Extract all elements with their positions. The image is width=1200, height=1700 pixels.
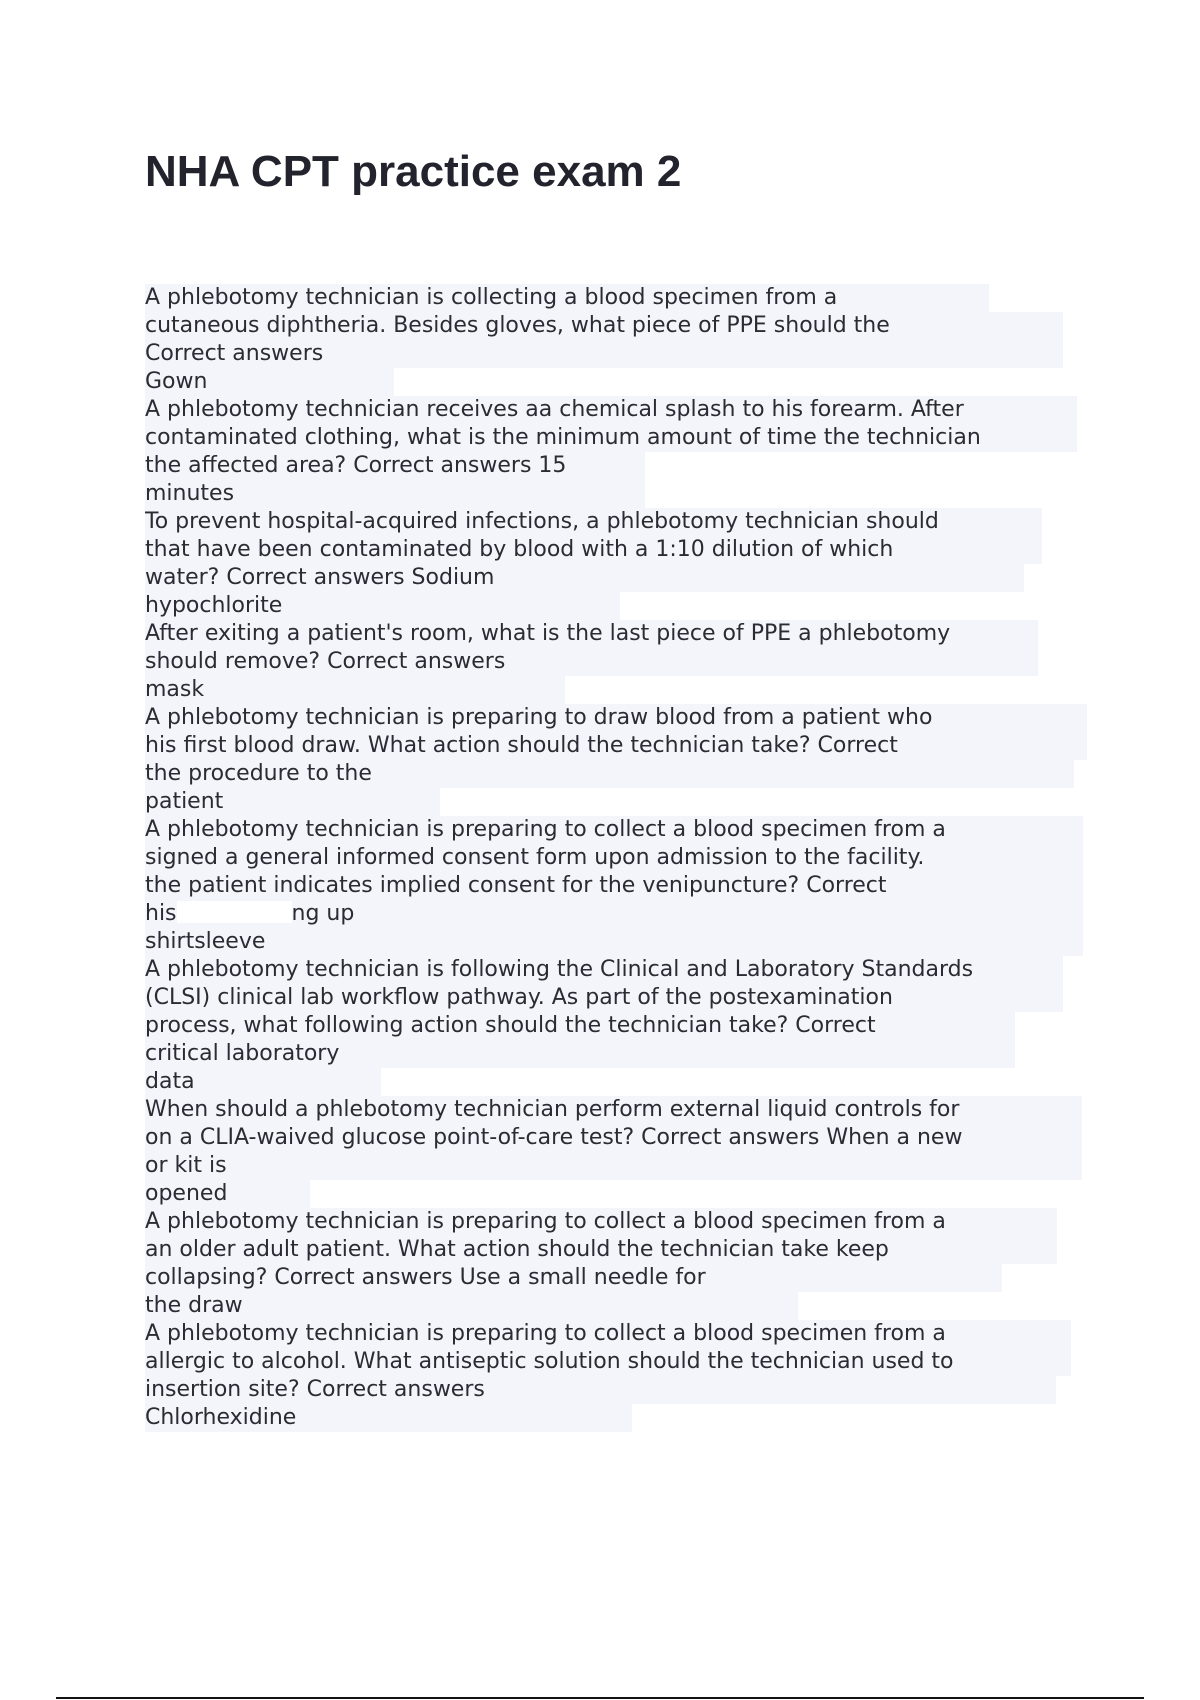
text-line: the affected area? Correct answers 15 (145, 452, 645, 480)
text-line: signed a general informed consent form upon admission to the facility. (145, 844, 1083, 872)
exam-text-body (145, 284, 1145, 1432)
text-line: an older adult patient. What action should the technician take keep (145, 1236, 1057, 1264)
text-line-with-gap (145, 900, 1083, 928)
text-line: A phlebotomy technician is preparing to collect a blood specimen from a (145, 1208, 1057, 1236)
text-line: the procedure to the (145, 760, 1074, 788)
text-line: shirtsleeve (145, 928, 1083, 956)
text-line: To prevent hospital-acquired infections, a phlebotomy technician should (145, 508, 1042, 536)
text-line: patient (145, 788, 440, 816)
text-line: minutes (145, 480, 645, 508)
text-line: A phlebotomy technician is preparing to draw blood from a patient who (145, 704, 1087, 732)
text-line: allergic to alcohol. What antiseptic solution should the technician used to (145, 1348, 1071, 1376)
text-line: opened (145, 1180, 310, 1208)
text-line: or kit is (145, 1152, 1082, 1180)
page-title: NHA CPT practice exam 2 (145, 147, 682, 196)
text-line: collapsing? Correct answers Use a small needle for (145, 1264, 1002, 1292)
text-line: the patient indicates implied consent for the venipuncture? Correct (145, 872, 1083, 900)
text-line: Chlorhexidine (145, 1404, 632, 1432)
text-line: water? Correct answers Sodium (145, 564, 1024, 592)
text-line: A phlebotomy technician is following the Clinical and Laboratory Standards (145, 956, 1063, 984)
text-line: critical laboratory (145, 1040, 1015, 1068)
text-line: contaminated clothing, what is the minimum amount of time the technician (145, 424, 1077, 452)
text-line: hypochlorite (145, 592, 620, 620)
text-line: A phlebotomy technician receives aa chemical splash to his forearm. After (145, 396, 1077, 424)
text-line: his first blood draw. What action should the technician take? Correct (145, 732, 1087, 760)
text-line: that have been contaminated by blood with a 1:10 dilution of which (145, 536, 1042, 564)
redacted-gap (177, 901, 292, 923)
text-line: should remove? Correct answers (145, 648, 1038, 676)
text-line: data (145, 1068, 381, 1096)
text-line: A phlebotomy technician is preparing to collect a blood specimen from a (145, 816, 1083, 844)
text-fragment: his (145, 901, 177, 926)
text-line: cutaneous diphtheria. Besides gloves, what piece of PPE should the (145, 312, 1063, 340)
text-fragment: ng up (291, 901, 355, 926)
text-line: mask (145, 676, 565, 704)
text-line: the draw (145, 1292, 798, 1320)
text-line: When should a phlebotomy technician perform external liquid controls for (145, 1096, 1082, 1124)
text-line: process, what following action should the technician take? Correct (145, 1012, 1015, 1040)
text-line: Correct answers (145, 340, 1063, 368)
text-line: insertion site? Correct answers (145, 1376, 1056, 1404)
text-line: After exiting a patient's room, what is the last piece of PPE a phlebotomy (145, 620, 1038, 648)
text-line: A phlebotomy technician is collecting a blood specimen from a (145, 284, 989, 312)
footer-rule (56, 1697, 1144, 1699)
text-line: A phlebotomy technician is preparing to collect a blood specimen from a (145, 1320, 1071, 1348)
text-line: Gown (145, 368, 394, 396)
text-line: (CLSI) clinical lab workflow pathway. As part of the postexamination (145, 984, 1063, 1012)
text-line: on a CLIA-waived glucose point-of-care test? Correct answers When a new (145, 1124, 1082, 1152)
